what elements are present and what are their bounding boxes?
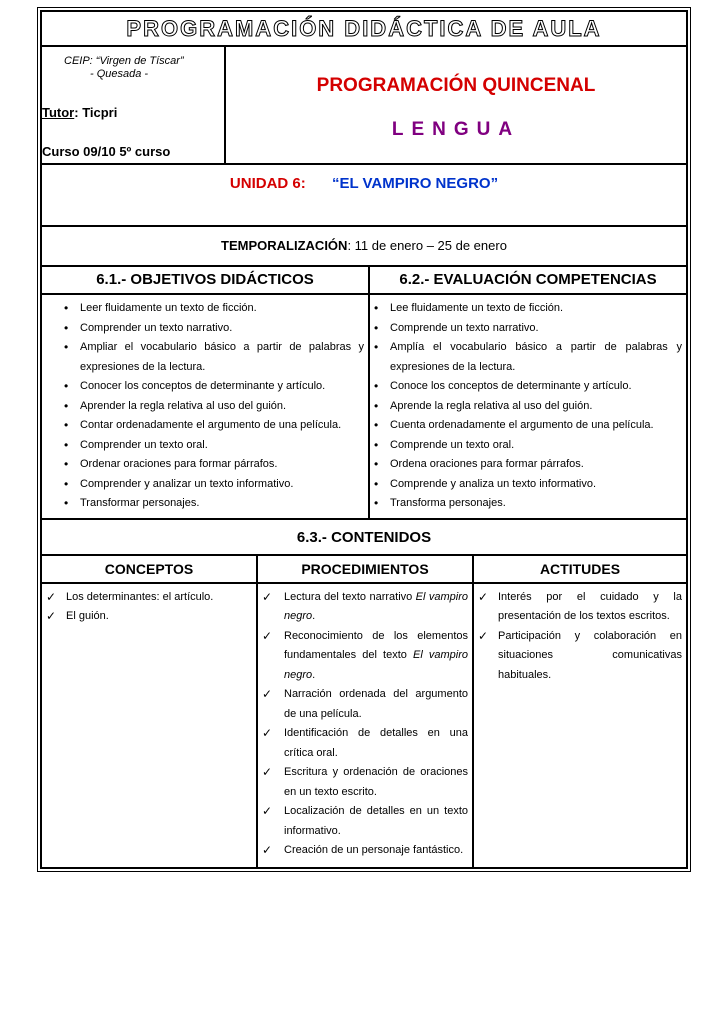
evaluacion-column — [370, 267, 686, 518]
procedimiento-item: ✓ Localización de detalles en un texto informativo. — [258, 802, 472, 841]
procedimiento-item: ✓ Creación de un personaje fantástico. — [258, 841, 472, 861]
temporalizacion-value: : 11 de enero – 25 de enero — [347, 238, 507, 253]
actitudes-column — [474, 556, 686, 867]
objetivos-heading: 6.1.- OBJETIVOS DIDÁCTICOS — [42, 267, 368, 295]
procedimientos-heading: PROCEDIMIENTOS — [258, 556, 472, 584]
procedimiento-item: ✓ Escritura y ordenación de oraciones en un texto escrito. — [258, 763, 472, 802]
evaluacion-item: • Conoce los conceptos de determinante y artículo. — [370, 377, 686, 397]
objetivo-item: • Comprender un texto oral. — [42, 436, 368, 456]
evaluacion-item: • Transforma personajes. — [370, 494, 686, 514]
evaluacion-item: • Amplía el vocabulario básico a partir de palabras y expresiones de la lectura. — [370, 338, 686, 377]
school-line-1: CEIP: “Virgen de Tíscar” — [64, 55, 184, 67]
evaluacion-item: • Lee fluidamente un texto de ficción. — [370, 299, 686, 319]
procedimiento-item: ✓ Reconocimiento de los elementos fundamentales del texto El vampiro negro. — [258, 627, 472, 686]
objetivos-list — [42, 295, 368, 518]
header-block — [42, 45, 686, 163]
header-info — [42, 47, 226, 163]
evaluacion-list — [370, 295, 686, 518]
objetivo-item: • Comprender y analizar un texto informativo. — [42, 475, 368, 495]
contenidos-heading: 6.3.- CONTENIDOS — [42, 518, 686, 554]
tutor-label: Tutor — [42, 105, 75, 120]
evaluacion-item: • Aprende la regla relativa al uso del guión. — [370, 397, 686, 417]
conceptos-list — [42, 584, 256, 633]
curso-line: Curso 09/10 5º curso — [42, 144, 171, 159]
temporalizacion-row — [42, 225, 686, 265]
tutor-line — [42, 105, 117, 120]
procedimiento-item: ✓ Narración ordenada del argumento de una película. — [258, 685, 472, 724]
contenidos-table — [42, 554, 686, 867]
objetivo-item: • Ordenar oraciones para formar párrafos. — [42, 455, 368, 475]
objetivo-item: • Comprender un texto narrativo. — [42, 319, 368, 339]
document-title — [42, 12, 686, 45]
unidad-title: “EL VAMPIRO NEGRO” — [331, 175, 499, 192]
unidad-row — [42, 163, 686, 225]
objetivo-item: • Leer fluidamente un texto de ficción. — [42, 299, 368, 319]
evaluacion-item: • Comprende un texto narrativo. — [370, 319, 686, 339]
objetivo-item: • Conocer los conceptos de determinante y artículo. — [42, 377, 368, 397]
objetivos-evaluacion — [42, 265, 686, 518]
actitud-item: ✓ Participación y colaboración en situaciones comunicativas habituales. — [474, 627, 686, 686]
school-line-2: - Quesada - — [90, 68, 149, 80]
unidad-label: UNIDAD 6: — [229, 175, 306, 192]
procedimiento-item: ✓ Identificación de detalles en una crítica oral. — [258, 724, 472, 763]
actitudes-list — [474, 584, 686, 692]
evaluacion-item: • Comprende un texto oral. — [370, 436, 686, 456]
conceptos-column — [42, 556, 258, 867]
school-name — [64, 55, 184, 81]
evaluacion-item: • Comprende y analiza un texto informativo. — [370, 475, 686, 495]
conceptos-heading: CONCEPTOS — [42, 556, 256, 584]
procedimientos-list — [258, 584, 472, 867]
evaluacion-heading: 6.2.- EVALUACIÓN COMPETENCIAS — [370, 267, 686, 295]
actitudes-heading: ACTITUDES — [474, 556, 686, 584]
objetivo-item: • Contar ordenadamente el argumento de una película. — [42, 416, 368, 436]
concepto-item: ✓ El guión. — [42, 607, 256, 627]
header-titles — [226, 47, 686, 163]
temporalizacion-label: TEMPORALIZACIÓN — [221, 238, 348, 253]
tutor-value: : Ticpri — [74, 105, 118, 120]
procedimientos-column — [258, 556, 474, 867]
materia-title: LENGUA — [391, 119, 521, 140]
actitud-item: ✓ Interés por el cuidado y la presentación de los textos escritos. — [474, 588, 686, 627]
procedimiento-item: ✓ Lectura del texto narrativo El vampiro negro. — [258, 588, 472, 627]
objetivo-item: • Ampliar el vocabulario básico a partir de palabras y expresiones de la lectura. — [42, 338, 368, 377]
concepto-item: ✓ Los determinantes: el artículo. — [42, 588, 256, 608]
evaluacion-item: • Cuenta ordenadamente el argumento de una película. — [370, 416, 686, 436]
evaluacion-item: • Ordena oraciones para formar párrafos. — [370, 455, 686, 475]
programacion-title: PROGRAMACIÓN QUINCENAL — [316, 75, 596, 96]
programacion-sheet — [40, 10, 688, 869]
document-title-text: PROGRAMACIÓN DIDÁCTICA DE AULA — [126, 16, 602, 41]
objetivos-column — [42, 267, 370, 518]
objetivo-item: • Aprender la regla relativa al uso del guión. — [42, 397, 368, 417]
objetivo-item: • Transformar personajes. — [42, 494, 368, 514]
